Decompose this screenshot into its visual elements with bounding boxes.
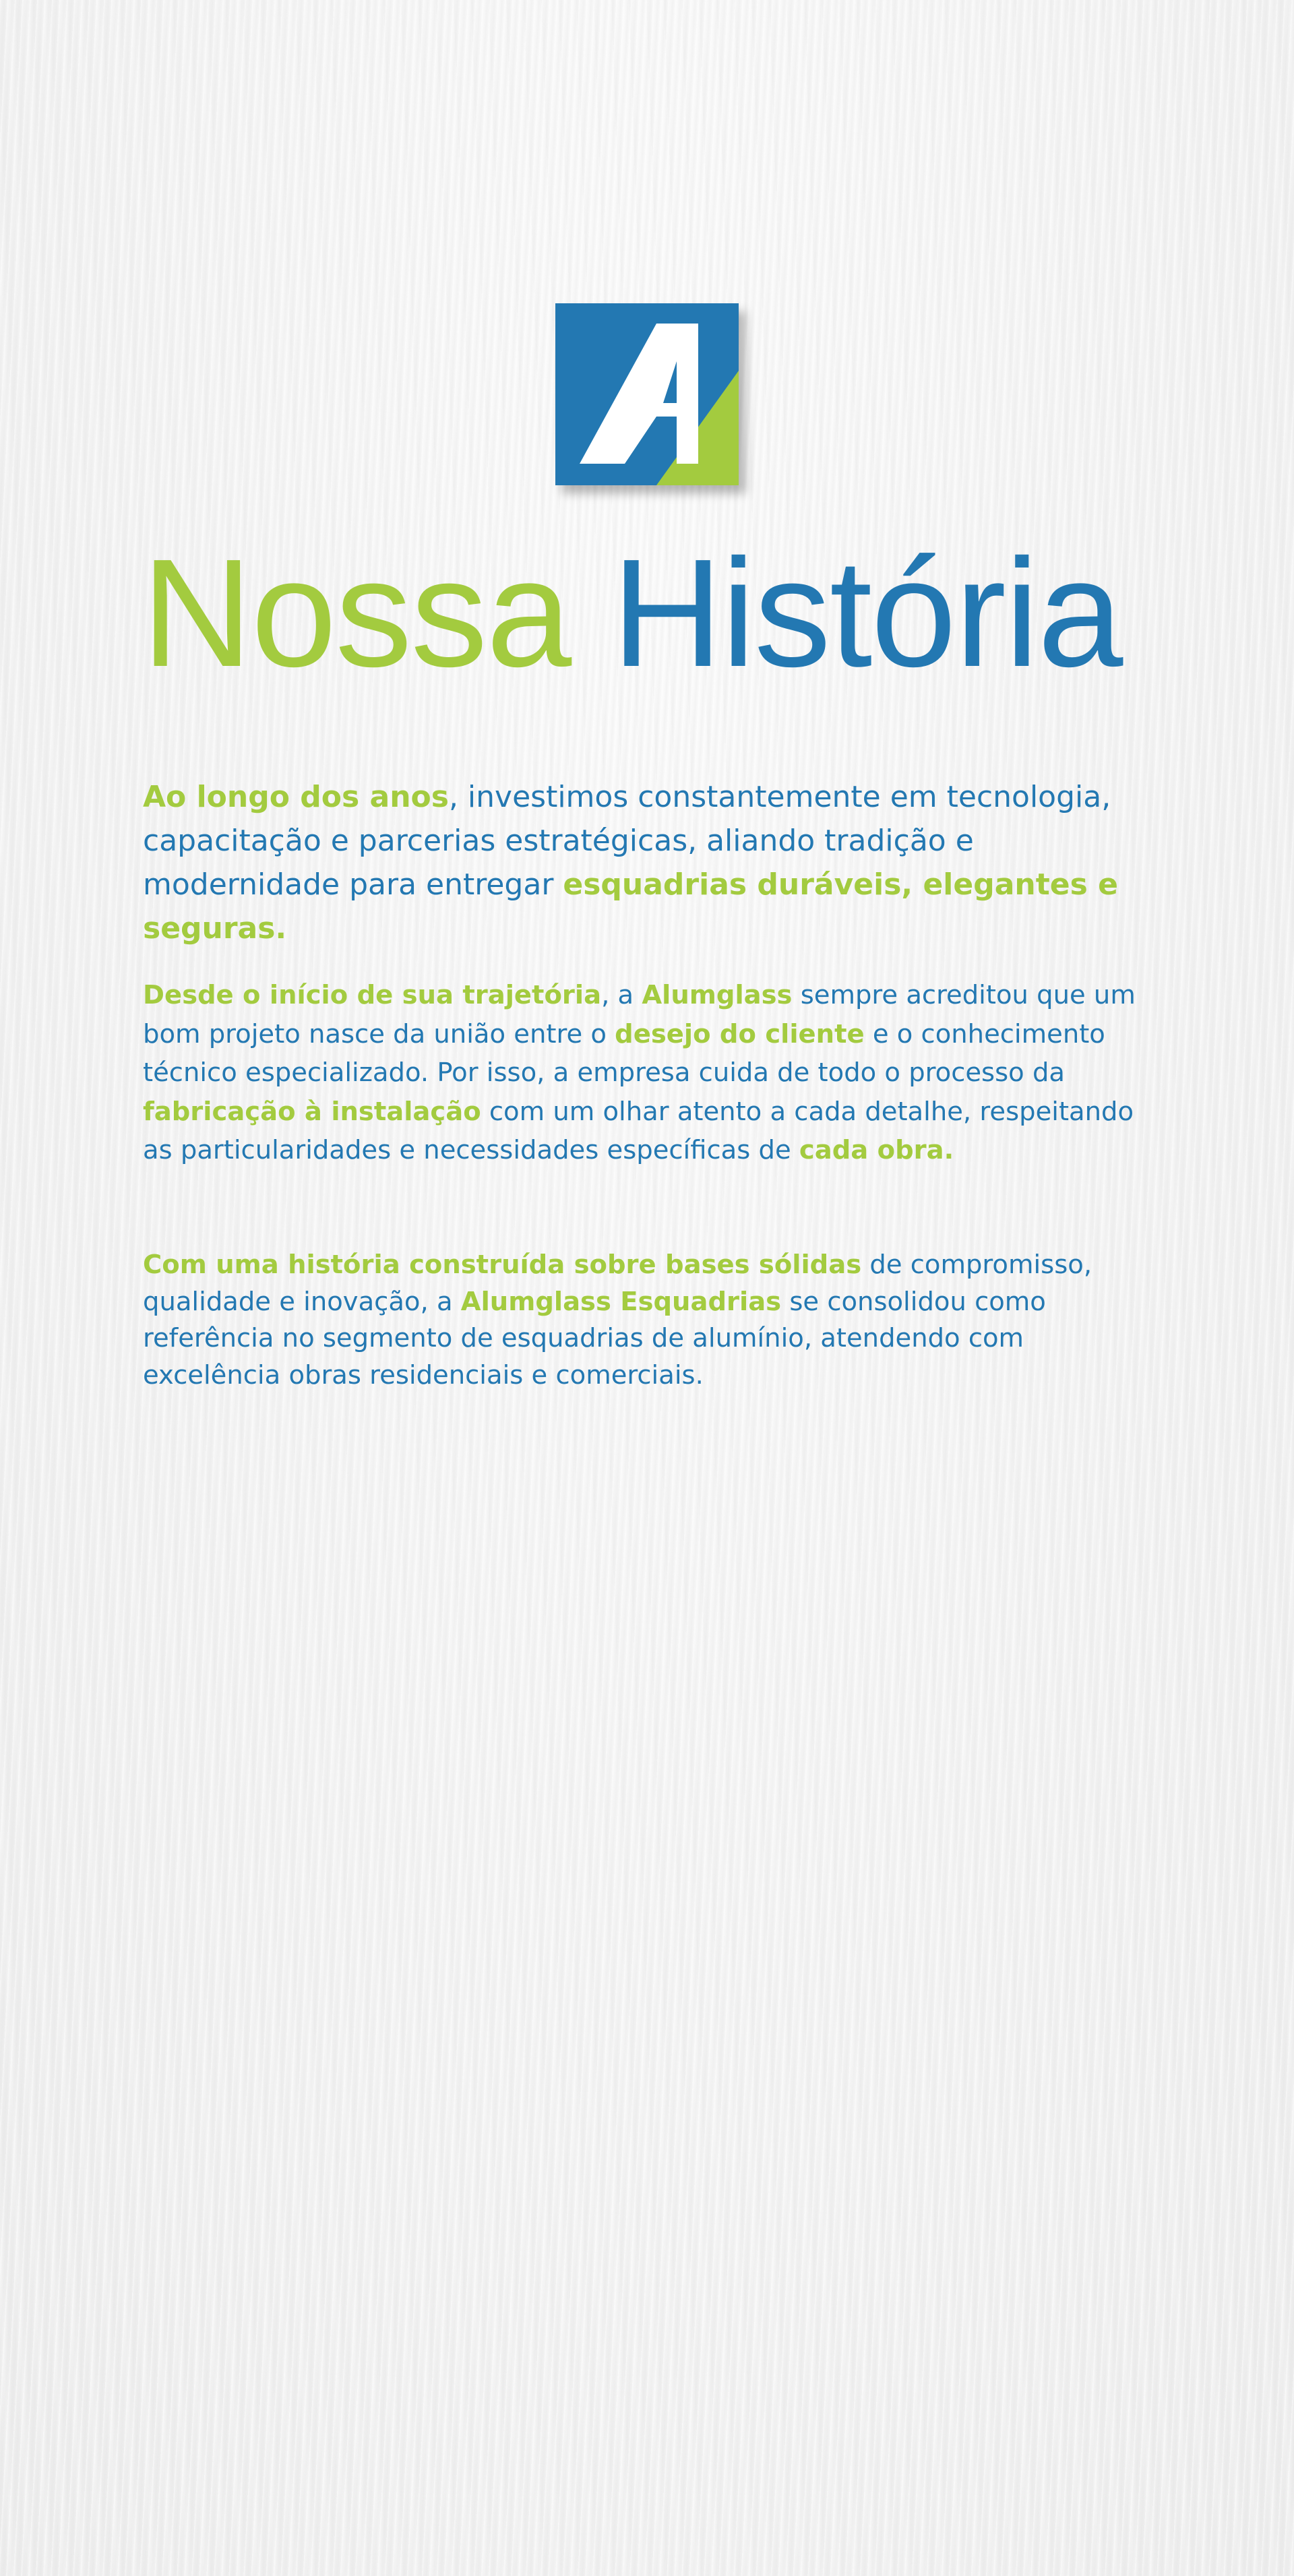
brand-logo [555,303,739,485]
body-text: e o conhecimento técnico especializado. Por isso, a empresa cuida de todo o processo da [143,1018,1105,1088]
body-text: se consolidou como referência no segmento de esquadrias de alumínio, atendendo com excelência obras residenciais e comerciais. [143,1286,1046,1390]
body-text: , a [601,980,642,1010]
body-text: , investimos constantemente em tecnologia, capacitação e parcerias estratégicas, aliando tradição e modernidade para entregar [143,780,1111,902]
letter-a-logo-icon [555,303,739,485]
brand-name-text: Alumglass [642,980,793,1010]
body-text: com um olhar atento a cada detalhe, respeitando as particularidades e necessidades específicas de [143,1096,1134,1165]
highlight-text: esquadrias duráveis, elegantes e seguras. [143,867,1118,946]
legacy-paragraph [143,1247,1167,1394]
brand-name-text: Alumglass Esquadrias [460,1286,782,1317]
highlight-text: Com uma história construída sobre bases sólidas [143,1250,862,1280]
page-title [142,526,1193,701]
highlight-text: fabricação à instalação [143,1096,481,1127]
highlight-text: Desde o início de sua trajetória [143,980,602,1010]
title-word-historia: História [611,528,1122,699]
body-text: de compromisso, qualidade e inovação, a [143,1250,1092,1317]
highlight-text: Ao longo dos anos [143,780,449,814]
highlight-text: desejo do cliente [615,1018,865,1049]
highlight-text: cada obra. [799,1135,954,1165]
title-word-nossa: Nossa [142,528,571,699]
body-text: sempre acreditou que um bom projeto nasce da união entre o [143,980,1136,1049]
intro-paragraph [143,775,1167,950]
history-paragraph [143,976,1167,1170]
